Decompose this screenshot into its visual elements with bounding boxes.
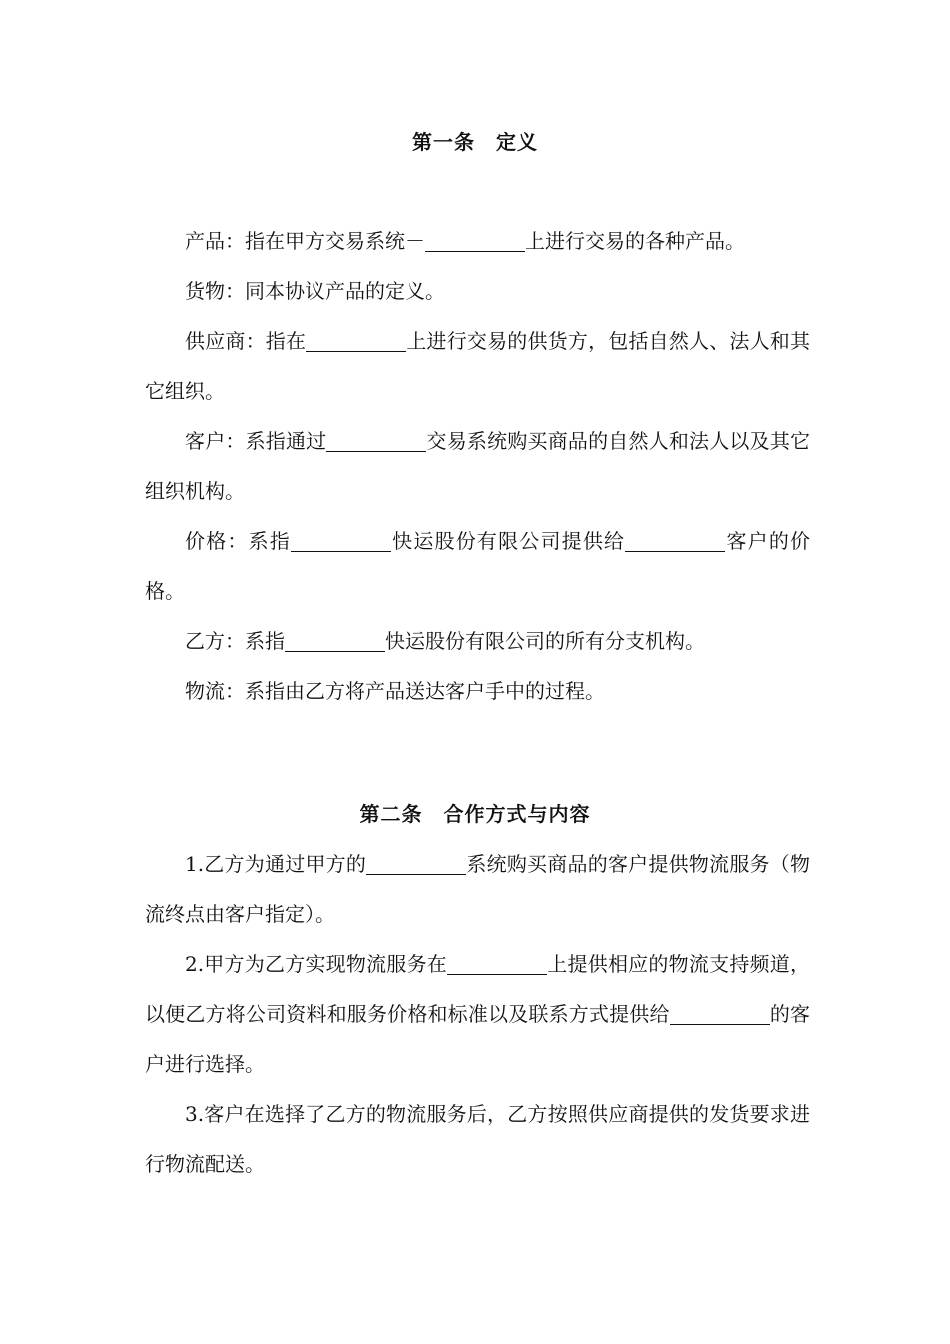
blank-line [425, 225, 525, 252]
blank-line [285, 625, 385, 652]
definition-supplier: 供应商：指在 上进行交易的供货方，包括自然人、法人和其它组织。 [145, 316, 810, 416]
definition-product: 产品：指在甲方交易系统－ 上进行交易的各种产品。 [145, 216, 810, 266]
blank-line [291, 525, 391, 552]
blank-line [306, 325, 406, 352]
clause-3: 3.客户在选择了乙方的物流服务后，乙方按照供应商提供的发货要求进行物流配送。 [145, 1102, 810, 1176]
blank-line [447, 948, 547, 975]
definition-party-b: 乙方：系指 快运股份有限公司的所有分支机构。 [145, 616, 810, 666]
section-1-heading: 第一条 定义 [412, 130, 538, 154]
definition-customer: 客户：系指通过 交易系统购买商品的自然人和法人以及其它组织机构。 [145, 416, 810, 516]
section-2-heading: 第二条 合作方式与内容 [359, 802, 591, 826]
blank-line [326, 425, 426, 452]
definition-logistics: 物流：系指由乙方将产品送达客户手中的过程。 [185, 679, 605, 703]
blank-line [625, 525, 725, 552]
blank-line [670, 998, 770, 1025]
clause-2: 2.甲方为乙方实现物流服务在 上提供相应的物流支持频道，以便乙方将公司资料和服务价格和标准以及联系方式提供给 的客户进行选择。 [145, 939, 810, 1089]
definition-goods: 货物：同本协议产品的定义。 [185, 279, 445, 303]
section-1-body [145, 216, 810, 716]
blank-line [366, 848, 466, 875]
clause-1: 1.乙方为通过甲方的 系统购买商品的客户提供物流服务（物流终点由客户指定）。 [145, 839, 810, 939]
section-2-body [145, 839, 810, 1189]
definition-price: 价格：系指 快运股份有限公司提供给 客户的价格。 [145, 516, 810, 616]
